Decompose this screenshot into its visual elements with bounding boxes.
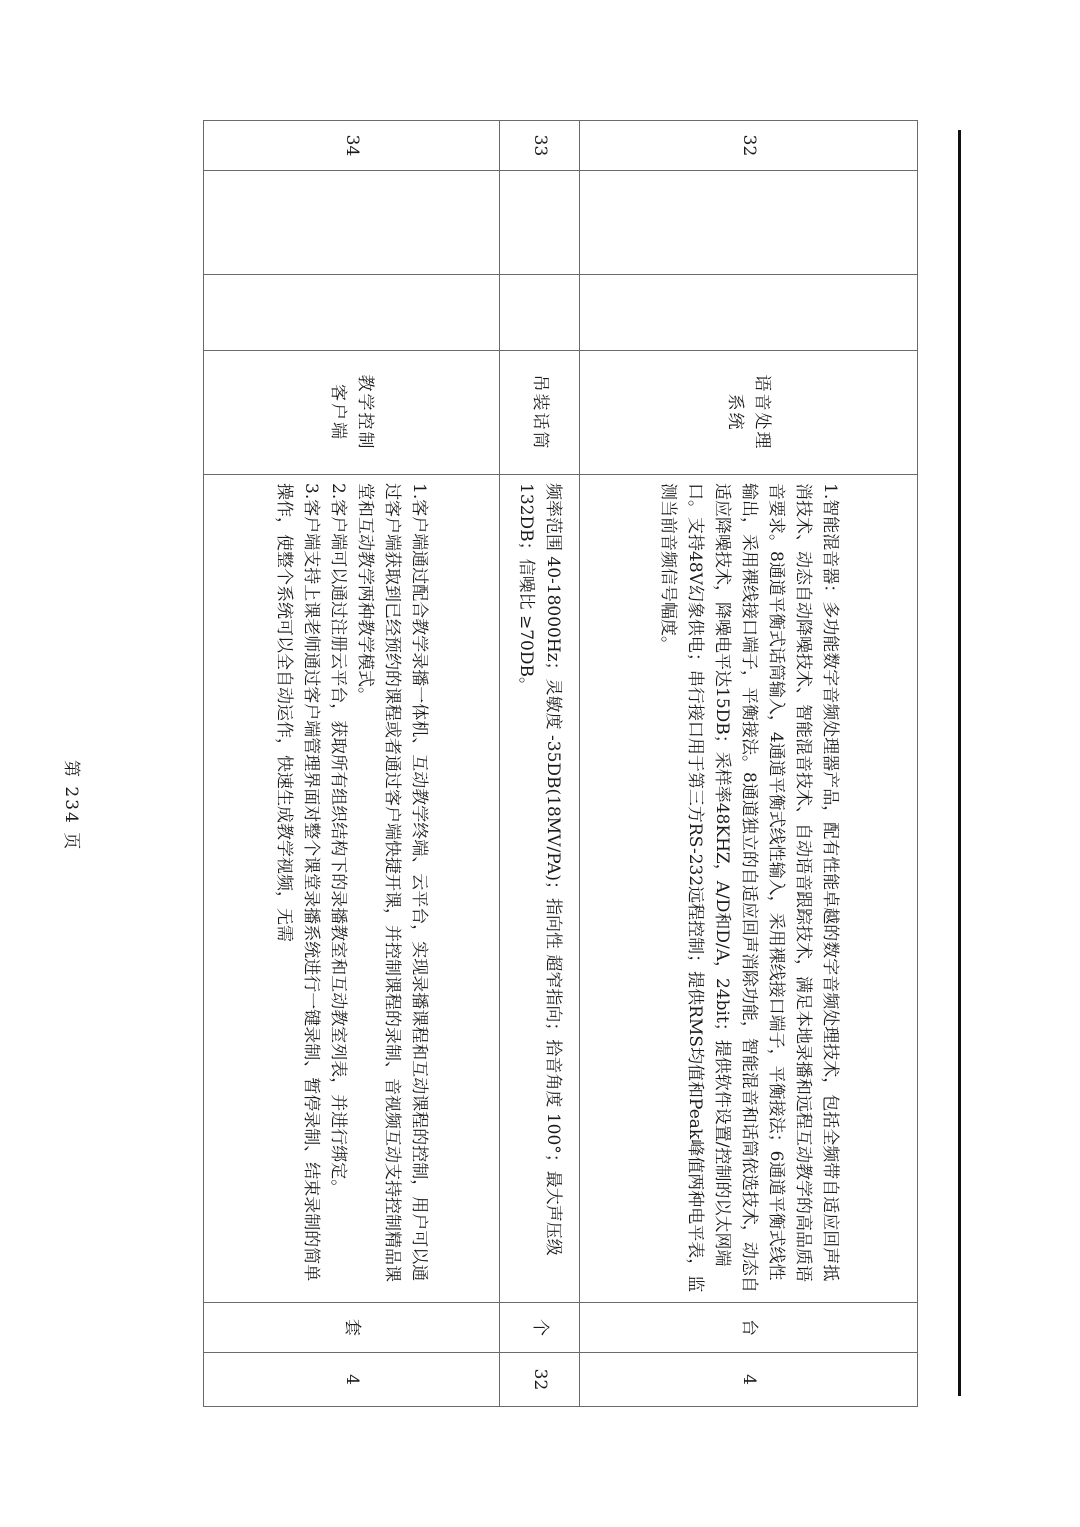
description-paragraph: 1.客户端通过配合教学录播一体机、互动教学终端、云平台，实现录播课程和互动课程的控制，用户可以通过客户端获取到已经预约的课程或者通过客户端快捷开课，并控制课程的录制、音视频互动支持控制精品课堂和互动教学两种教学模式。 <box>355 483 430 1282</box>
item-name-line: 语音处理 <box>752 374 773 451</box>
item-quantity: 4 <box>204 1353 500 1407</box>
item-unit: 套 <box>204 1303 500 1353</box>
description-paragraph: 1.智能混音器：多功能数字音频处理器产品，配有性能卓越的数字音频处理技术，包括全频带自适应回声抵消技术、动态自动降噪技术、智能混音技术、自动语音跟踪技术，满足本地录播和远程互动教学的高品质语音要求。8通道平衡式话筒输入，4通道平衡式线性输入，采用裸线接口端子，平衡接法；6通道平衡式线性输出，采用裸线接口端子，平衡接法。8通道独立的自适应回声消除功能，智能混音和话筒依选技术，动态自适应降噪技术，降噪电平达15DB；采样率48KHZ，A/D和D/A，24bit；提供软件设置/控制的以太网端口。支持48V幻象供电；串行接口用于第三方RS-232远程控制；提供RMS均值和Peak峰值两种电平表，监测当前音频信号幅度。 <box>658 483 840 1293</box>
item-unit: 台 <box>580 1303 918 1353</box>
item-name-line: 吊装话筒 <box>530 374 550 451</box>
page-number: 第 234 页 <box>61 760 81 852</box>
item-name <box>580 351 918 475</box>
item-name <box>500 351 580 475</box>
description-paragraph: 频率范围 40-18000Hz；灵敏度 -35DB(18MV/PA)；指向性 超窄指向；拾音角度 100°；最大声压级 132DB；信噪比 ≥70DB。 <box>516 483 564 1256</box>
empty-cell <box>204 275 500 351</box>
item-unit: 个 <box>500 1303 580 1353</box>
empty-cell <box>500 171 580 275</box>
empty-cell <box>500 275 580 351</box>
item-quantity: 32 <box>500 1353 580 1407</box>
item-quantity: 4 <box>580 1353 918 1407</box>
item-name-line: 教学控制 <box>355 374 376 451</box>
description-paragraph: 2.客户端可以通过注册云平台，获取所有组织结构下的录播教室和互动教室列表，并进行绑定。 <box>328 483 349 1197</box>
empty-cell <box>580 171 918 275</box>
row-number: 34 <box>204 121 500 171</box>
table-row <box>500 121 580 1407</box>
empty-cell <box>204 171 500 275</box>
item-description <box>204 475 500 1303</box>
table-row <box>580 121 918 1407</box>
empty-cell <box>580 275 918 351</box>
item-name-line: 客户端 <box>328 384 349 441</box>
margin-rule <box>958 130 961 1396</box>
description-paragraph: 3.客户端支持上课老师通过客户端管理界面对整个课堂录播系统进行一键录制、暂停录制、结束录制的简单操作，使整个系统可以全自动运作，快速生成教学视频，无需 <box>274 483 322 1282</box>
table-row <box>204 121 500 1407</box>
item-description <box>500 475 580 1303</box>
item-description <box>580 475 918 1303</box>
item-name <box>204 351 500 475</box>
row-number: 32 <box>580 121 918 171</box>
item-name-line: 系统 <box>725 393 746 432</box>
rotated-page-content <box>204 120 918 1406</box>
row-number: 33 <box>500 121 580 171</box>
spec-table <box>203 120 918 1407</box>
